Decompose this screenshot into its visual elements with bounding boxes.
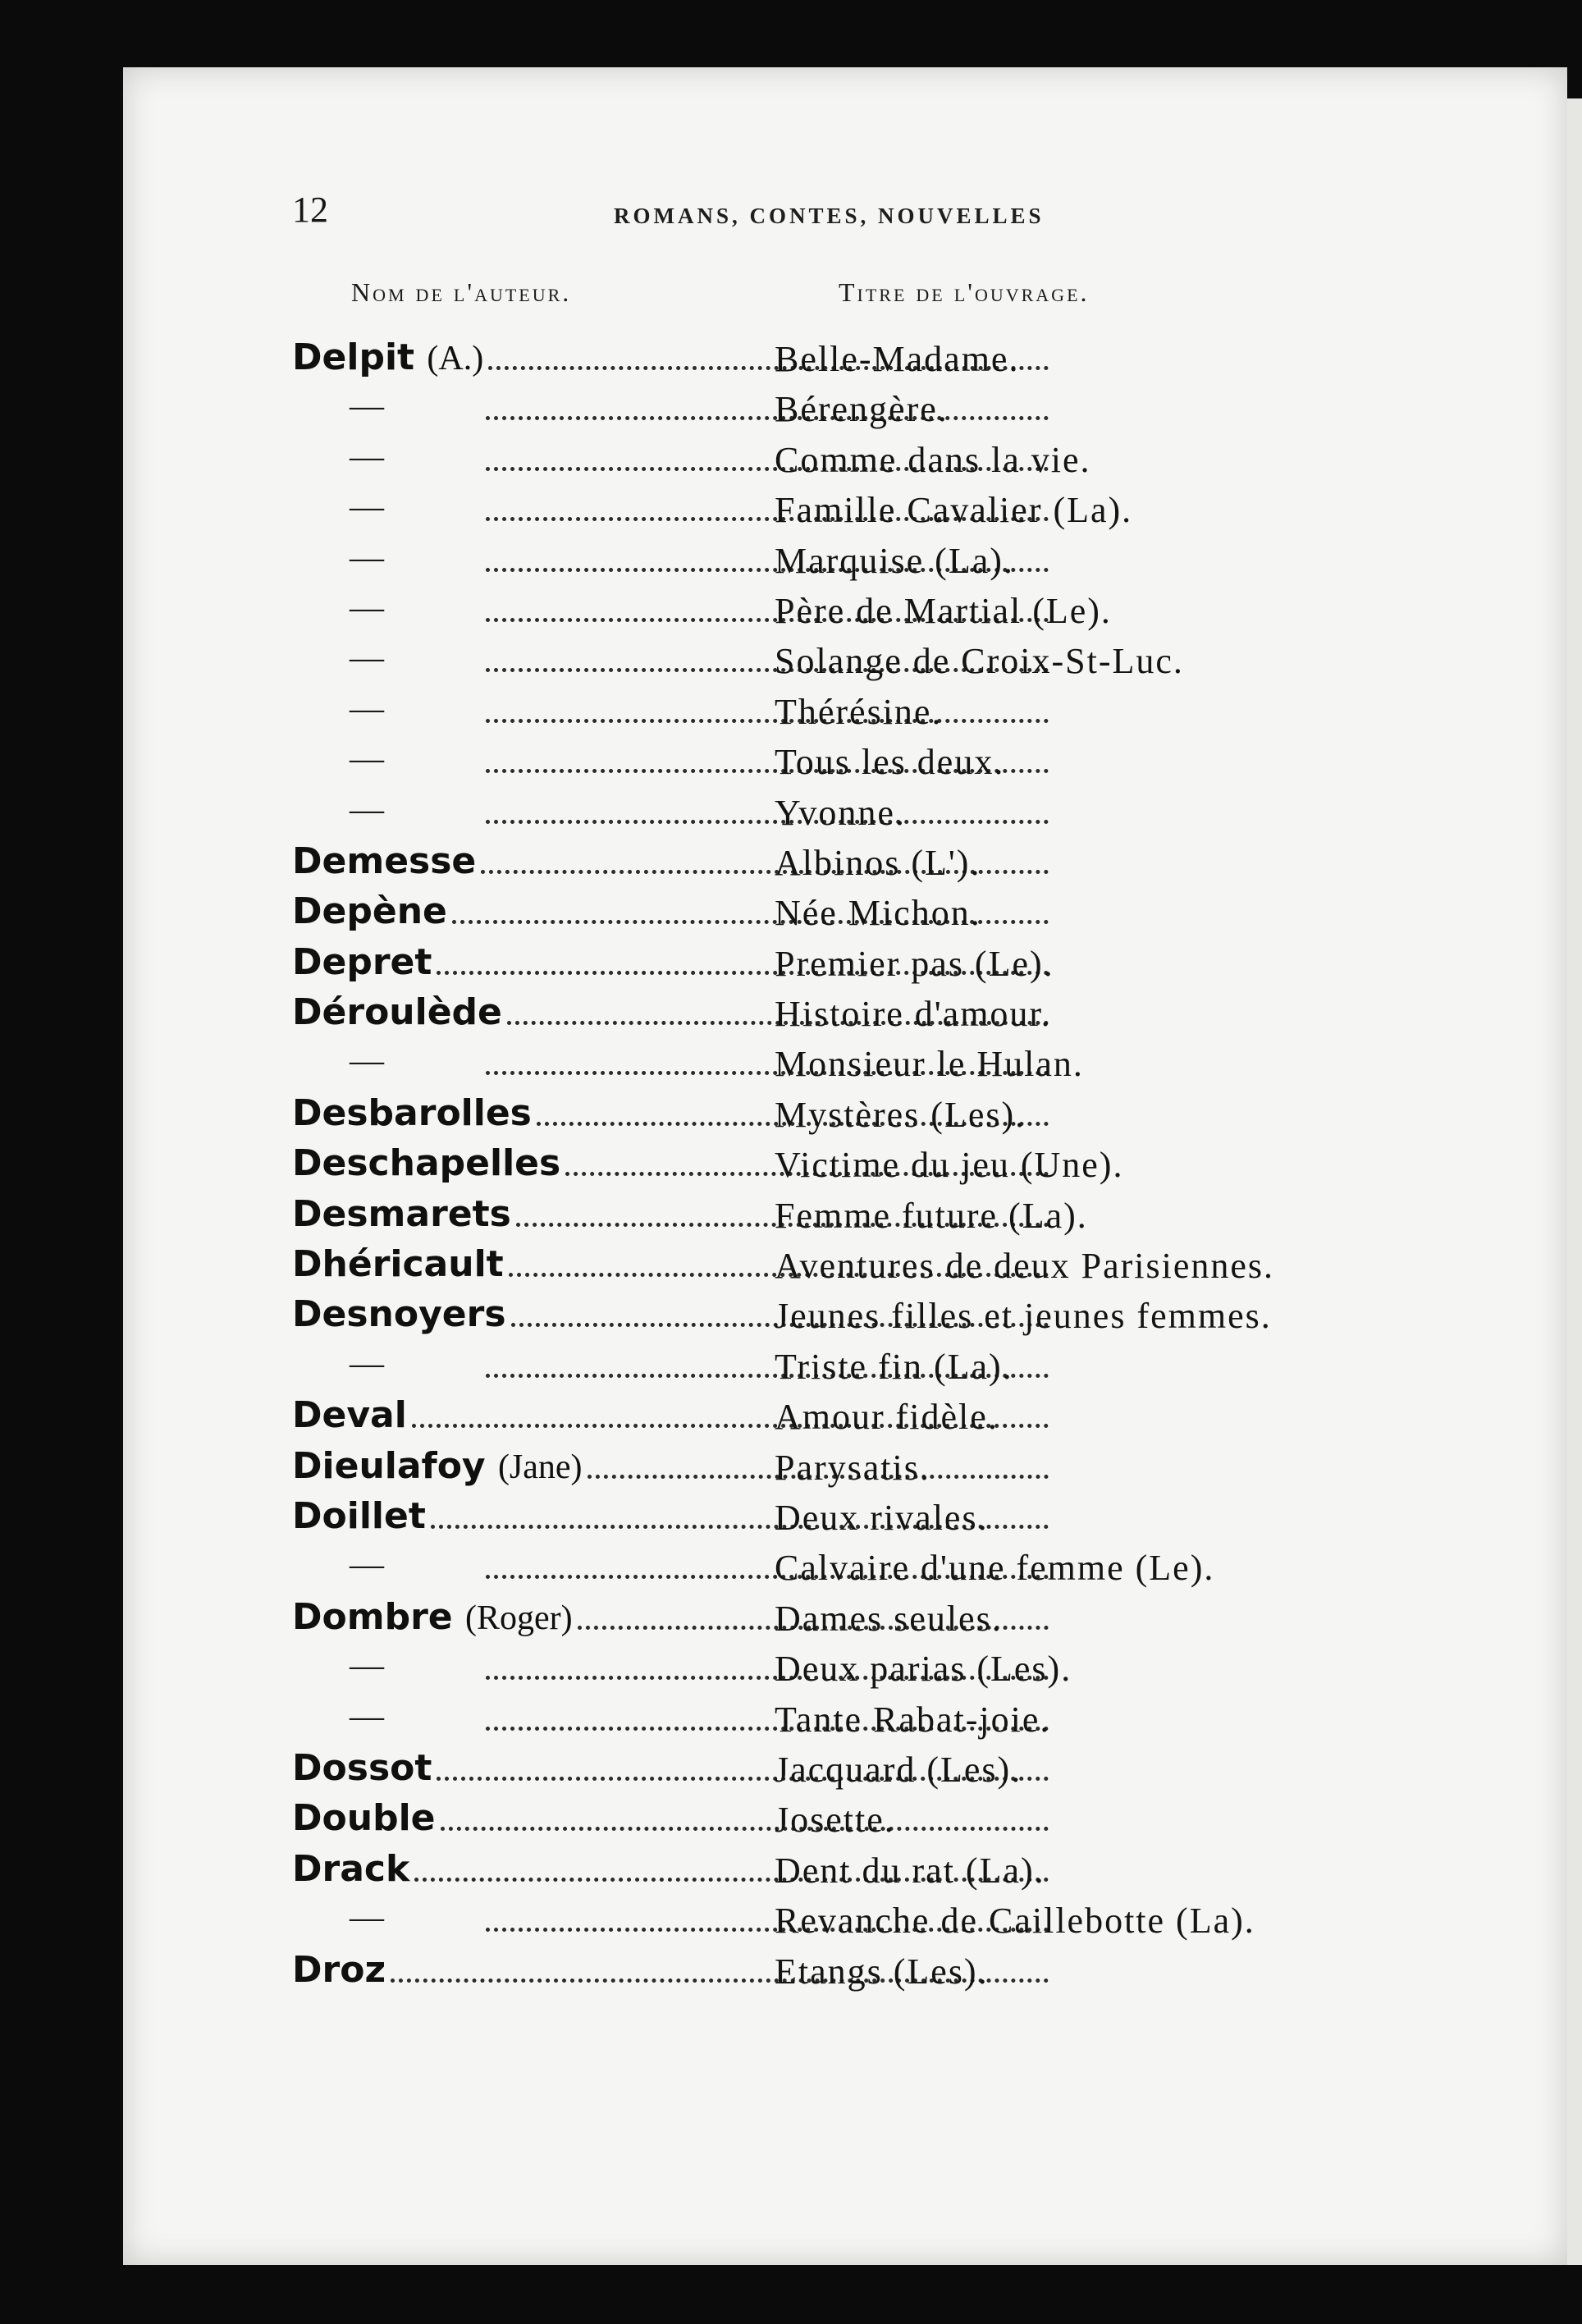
author-surname: Dhéricault: [292, 1243, 504, 1286]
catalog-entry: [289, 1898, 1356, 1948]
work-title: Histoire d'amour.: [775, 994, 1052, 1035]
author-name: [292, 1293, 506, 1335]
author-initial: (A.): [427, 340, 484, 377]
author-surname: Droz: [292, 1948, 386, 1991]
author-surname: Dombre: [292, 1595, 453, 1638]
work-title: Deux rivales.: [775, 1497, 989, 1538]
catalog-entry: [289, 1445, 1356, 1495]
author-surname: Desmarets: [292, 1192, 511, 1235]
author-name: [292, 1394, 407, 1436]
catalog-entry: [289, 689, 1356, 739]
dot-leader: [486, 701, 1049, 723]
catalog-entry: [289, 941, 1356, 991]
ditto-dash: —: [350, 1647, 384, 1686]
catalog-entry: [289, 1495, 1356, 1545]
catalog-entry: [289, 1092, 1356, 1142]
author-name: [292, 941, 432, 983]
ditto-dash: —: [350, 588, 384, 627]
ditto-dash: —: [350, 488, 384, 527]
column-header-title: Titre de l'ouvrage.: [839, 277, 1090, 307]
work-title: Aventures de deux Parisiennes.: [775, 1246, 1275, 1287]
author-surname: Depret: [292, 940, 432, 983]
work-title: Femme future (La).: [775, 1195, 1088, 1236]
author-initial: (Roger): [464, 1599, 573, 1637]
catalog-list: [289, 336, 1356, 1999]
work-title: Etangs (Les).: [775, 1951, 989, 1992]
work-title: Mystères (Les).: [775, 1094, 1026, 1135]
ditto-dash: —: [350, 1546, 384, 1585]
catalog-entry: [289, 1041, 1356, 1091]
dot-leader: [486, 802, 1049, 824]
work-title: Albinos (L').: [775, 842, 981, 883]
ditto-dash: —: [350, 1042, 384, 1081]
author-surname: Drack: [292, 1847, 410, 1890]
work-title: Marquise (La).: [775, 540, 1014, 581]
work-title: Parysatis.: [775, 1447, 930, 1488]
ditto-dash: —: [350, 1899, 384, 1937]
author-name: [292, 991, 502, 1033]
author-surname: Doillet: [292, 1494, 426, 1537]
work-title: Monsieur le Hulan.: [775, 1044, 1084, 1085]
catalog-entry: [289, 638, 1356, 689]
catalog-entry: [289, 1293, 1356, 1343]
work-title: Thérésine.: [775, 691, 943, 732]
work-title: Deux parias (Les).: [775, 1649, 1072, 1690]
author-surname: Deschapelles: [292, 1142, 561, 1185]
ditto-dash: —: [350, 639, 384, 678]
work-title: Dames seules.: [775, 1598, 1003, 1639]
author-surname: Desbarolles: [292, 1091, 532, 1134]
work-title: Famille Cavalier (La).: [775, 490, 1133, 531]
author-surname: Deval: [292, 1394, 407, 1437]
work-title: Belle-Madame.: [775, 339, 1020, 379]
ditto-dash: —: [350, 689, 384, 728]
author-surname: Dieulafoy: [292, 1444, 486, 1487]
ditto-dash: —: [350, 437, 384, 476]
author-initial: (Jane): [497, 1448, 583, 1486]
author-name: [292, 1142, 560, 1184]
work-title: Bérengère.: [775, 389, 949, 430]
catalog-entry: [289, 336, 1356, 387]
work-title: Née Michon.: [775, 893, 981, 934]
work-title: Solange de Croix-St-Luc.: [775, 641, 1184, 682]
catalog-entry: [289, 1848, 1356, 1898]
work-title: Tante Rabat-joie.: [775, 1699, 1051, 1740]
author-name: [292, 840, 476, 882]
work-title: Comme dans la vie.: [775, 439, 1091, 480]
author-surname: Dossot: [292, 1746, 432, 1789]
catalog-entry: [289, 437, 1356, 487]
author-name: [292, 1445, 583, 1487]
work-title: Dent du rat (La).: [775, 1850, 1045, 1891]
author-name: [292, 1797, 436, 1839]
author-name: [292, 1596, 573, 1638]
author-surname: Double: [292, 1797, 436, 1840]
work-title: Triste fin (La).: [775, 1346, 1013, 1387]
page-edge: [1567, 98, 1582, 2265]
author-name: [292, 1092, 532, 1134]
catalog-entry: [289, 1243, 1356, 1293]
author-surname: Demesse: [292, 839, 477, 882]
author-name: [292, 1243, 504, 1285]
catalog-entry: [289, 1344, 1356, 1394]
catalog-entry: [289, 991, 1356, 1041]
dot-leader: [486, 398, 1049, 420]
work-title: Calvaire d'une femme (Le).: [775, 1548, 1215, 1589]
catalog-entry: [289, 790, 1356, 840]
catalog-entry: [289, 538, 1356, 588]
work-title: Victime du jeu (Une).: [775, 1145, 1124, 1186]
catalog-entry: [289, 1797, 1356, 1847]
catalog-entry: [289, 739, 1356, 789]
catalog-entry: [289, 840, 1356, 890]
author-surname: Depène: [292, 890, 447, 933]
catalog-entry: [289, 1142, 1356, 1192]
catalog-entry: [289, 890, 1356, 940]
author-name: [292, 336, 483, 378]
author-surname: Delpit: [292, 336, 415, 378]
catalog-entry: [289, 1596, 1356, 1646]
work-title: Père de Martial (Le).: [775, 590, 1112, 631]
work-title: Jacquard (Les).: [775, 1749, 1022, 1790]
dot-leader: [441, 1809, 1049, 1831]
catalog-entry: [289, 588, 1356, 638]
catalog-entry: [289, 1646, 1356, 1696]
author-name: [292, 1747, 432, 1789]
ditto-dash: —: [350, 740, 384, 779]
catalog-entry: [289, 1193, 1356, 1243]
work-title: Yvonne.: [775, 792, 906, 833]
ditto-dash: —: [350, 1697, 384, 1736]
work-title: Revanche de Caillebotte (La).: [775, 1901, 1255, 1942]
author-name: [292, 1495, 426, 1537]
catalog-entry: [289, 1949, 1356, 1999]
author-surname: Déroulède: [292, 991, 502, 1034]
catalog-entry: [289, 1747, 1356, 1797]
catalog-entry: [289, 387, 1356, 437]
ditto-dash: —: [350, 790, 384, 829]
page-number: 12: [292, 190, 328, 230]
work-title: Tous les deux.: [775, 742, 1005, 783]
column-header-author: Nom de l'auteur.: [351, 277, 572, 307]
author-name: [292, 1949, 386, 1991]
work-title: Jeunes filles et jeunes femmes.: [775, 1296, 1272, 1337]
catalog-entry: [289, 487, 1356, 538]
ditto-dash: —: [350, 1344, 384, 1383]
author-name: [292, 1193, 511, 1235]
catalog-entry: [289, 1545, 1356, 1595]
catalog-entry: [289, 1697, 1356, 1747]
ditto-dash: —: [350, 538, 384, 577]
work-title: Premier pas (Le).: [775, 943, 1054, 984]
running-head: ROMANS, CONTES, NOUVELLES: [614, 204, 1045, 228]
author-surname: Desnoyers: [292, 1293, 506, 1336]
author-name: [292, 890, 447, 932]
work-title: Josette.: [775, 1800, 895, 1841]
work-title: Amour fidèle.: [775, 1397, 999, 1438]
catalog-entry: [289, 1394, 1356, 1444]
author-name: [292, 1848, 409, 1890]
ditto-dash: —: [350, 387, 384, 426]
